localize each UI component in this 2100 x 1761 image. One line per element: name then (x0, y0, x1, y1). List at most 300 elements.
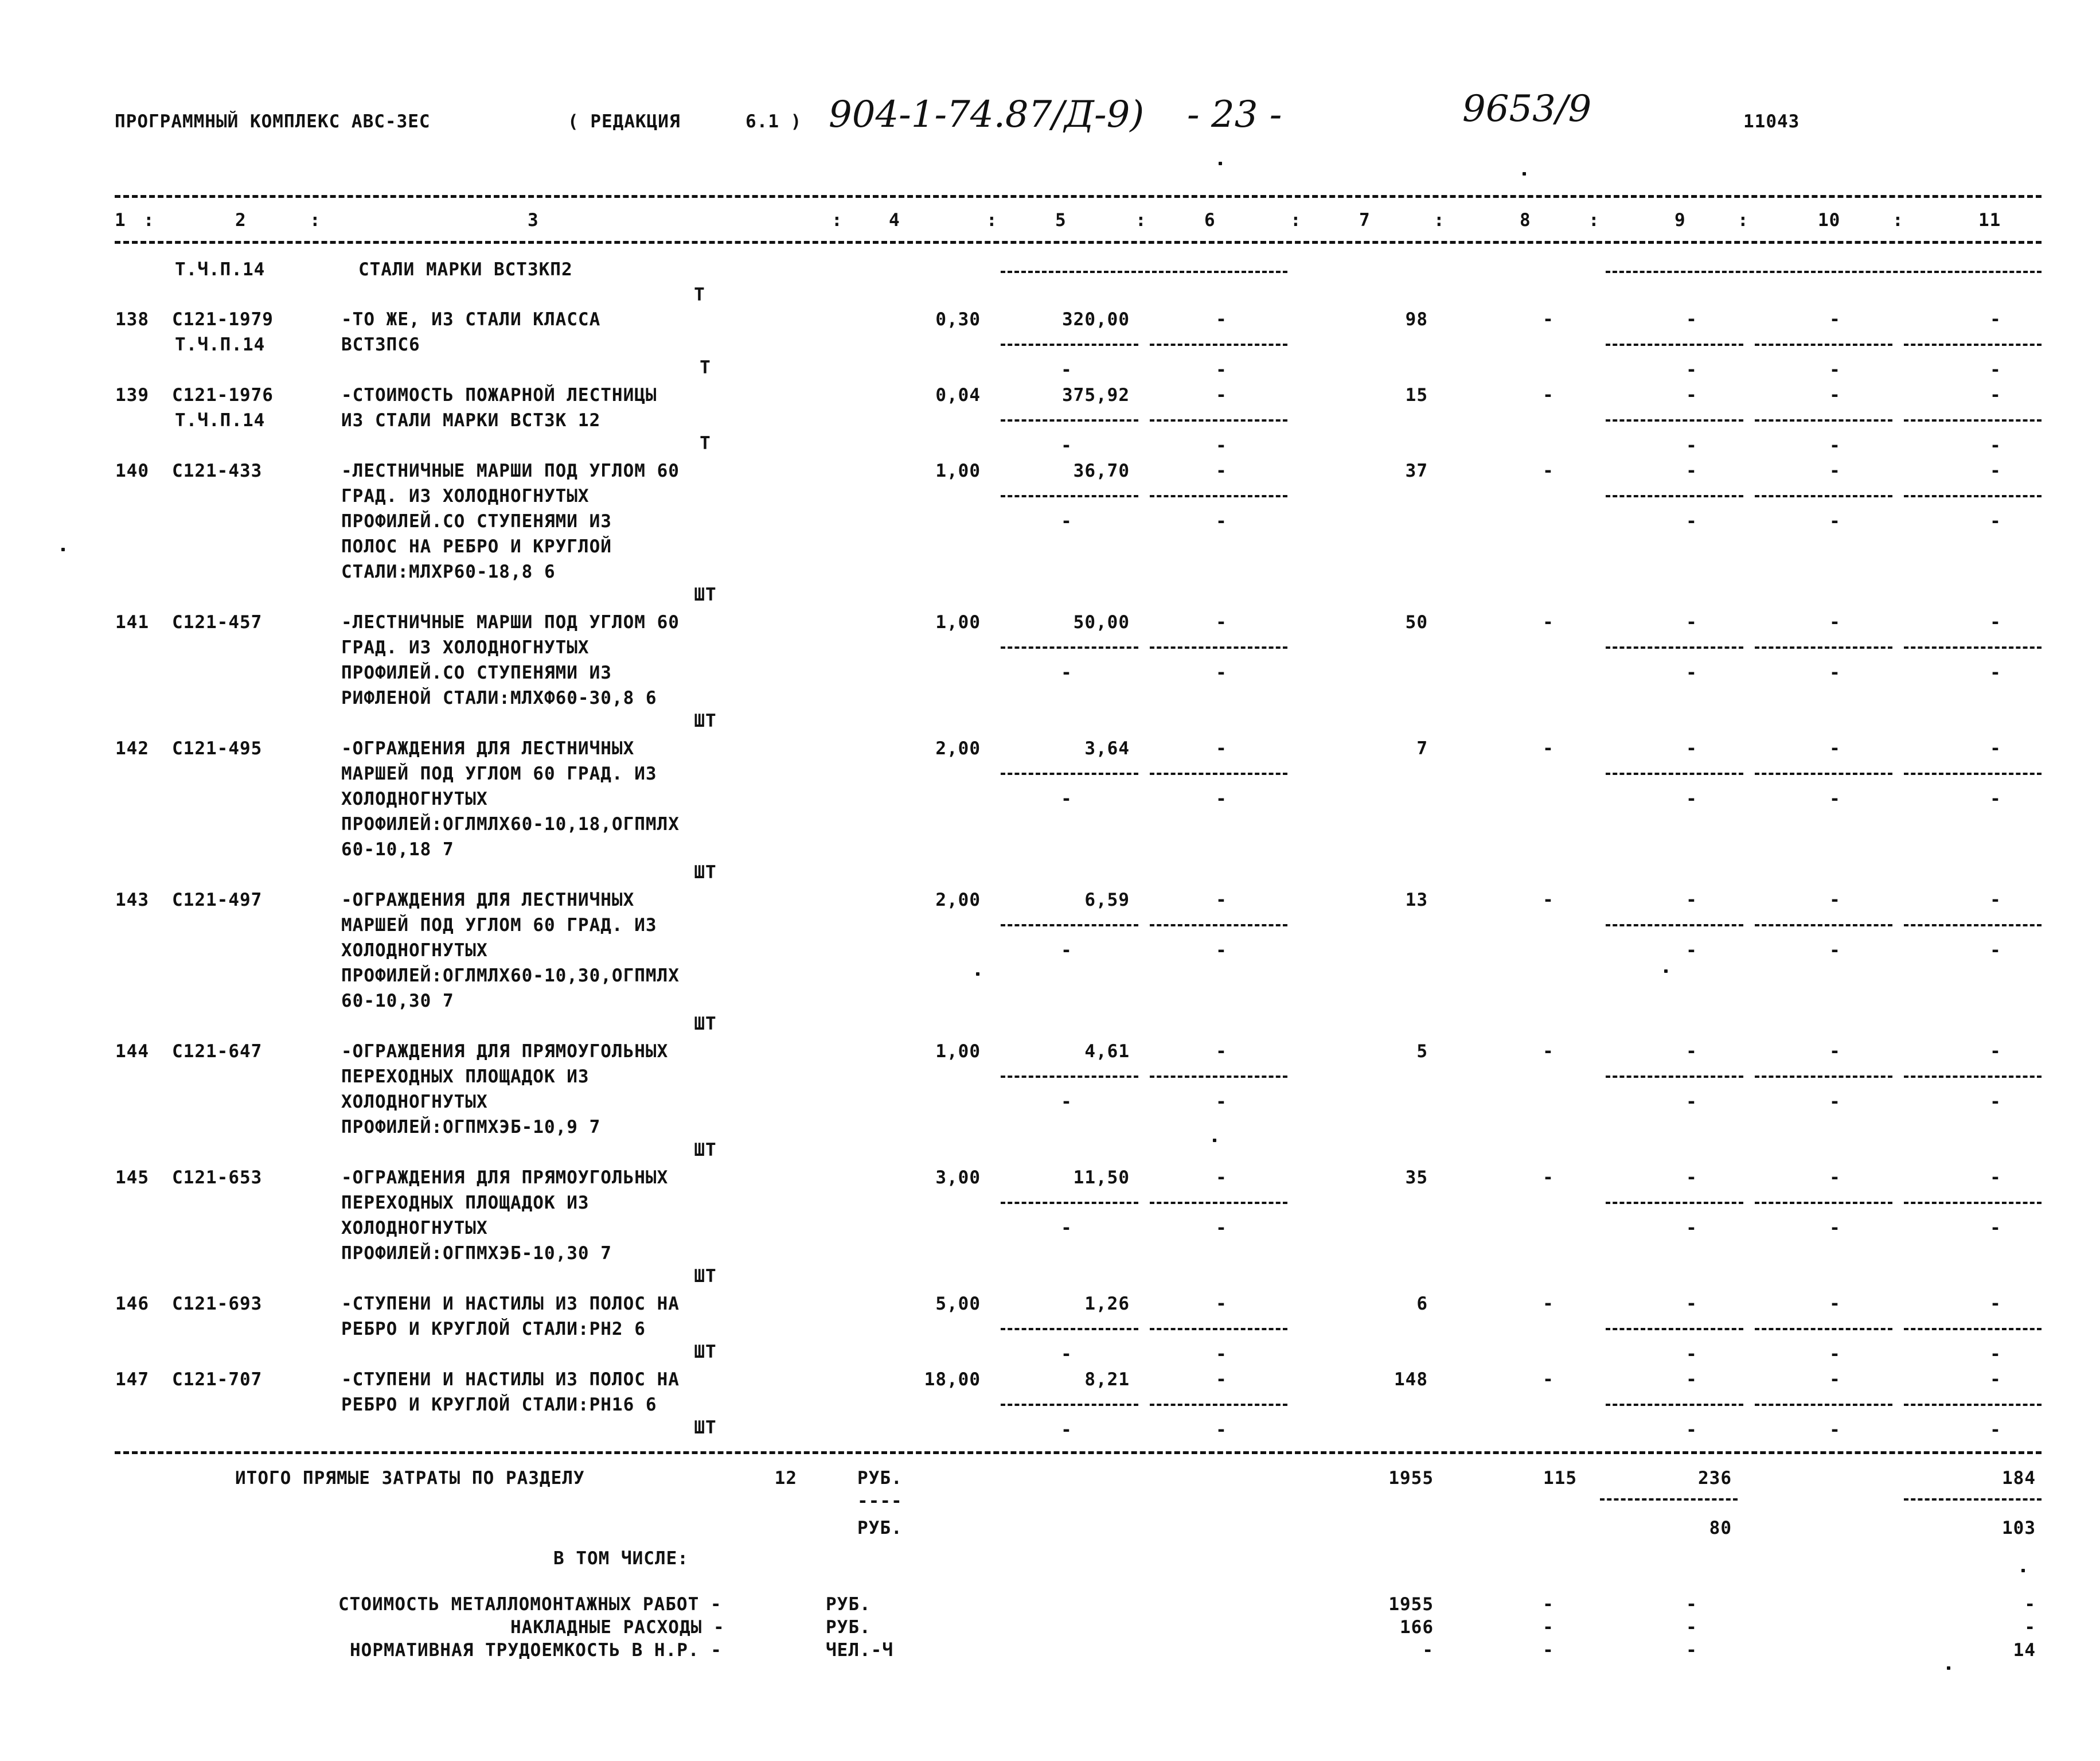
row-underline-col11 (1904, 419, 2042, 422)
row-unit: ШТ (694, 711, 717, 731)
column-header-8: 8 (1520, 210, 1531, 231)
row-underline-col6 (1150, 773, 1287, 775)
row-col11-lower-mark: - (1990, 1420, 2001, 1440)
edition-label: ( РЕДАКЦИЯ (568, 111, 681, 132)
column-header-7: 7 (1359, 210, 1371, 231)
row-underline-col6 (1150, 419, 1287, 422)
row-col9-lower-mark: - (1686, 789, 1697, 809)
row-code: С121-497 (172, 890, 263, 910)
row-underline-col5 (1001, 495, 1138, 497)
row-col10-mark: - (1829, 1041, 1841, 1062)
row-col6-mark: - (1216, 612, 1227, 633)
row-underline-col5 (1001, 419, 1138, 422)
carryover-reference: Т.Ч.П.14 (175, 259, 266, 280)
totals-col9-second: 80 (1709, 1518, 1732, 1538)
row-col8-mark: - (1543, 461, 1554, 481)
summary-col11: 14 (2013, 1640, 2036, 1661)
totals-unit: РУБ. (857, 1468, 903, 1489)
row-underline-col5 (1001, 646, 1138, 649)
row-col9-mark: - (1686, 612, 1697, 633)
summary-label: НОРМАТИВНАЯ ТРУДОЕМКОСТЬ В Н.Р. - (350, 1640, 722, 1661)
totals-col11-underline (1904, 1498, 2042, 1501)
column-header-3: 3 (528, 210, 539, 231)
column-header-9: 9 (1674, 210, 1686, 231)
summary-col8: - (1543, 1617, 1554, 1638)
column-separator: : (986, 210, 998, 231)
row-underline-col10 (1755, 646, 1892, 649)
row-col10-lower-mark: - (1829, 1218, 1841, 1238)
row-description-line: ПРОФИЛЕЙ:ОГПМХЭБ-10,30 7 (341, 1243, 612, 1264)
summary-col8: - (1543, 1594, 1554, 1615)
row-unit-price: 6,59 (1084, 890, 1130, 910)
totals-col9: 236 (1698, 1468, 1732, 1489)
carryover-underline (1001, 271, 1287, 273)
row-unit: ШТ (694, 1014, 717, 1034)
row-underline-col11 (1904, 773, 2042, 775)
row-description-line: -СТУПЕНИ И НАСТИЛЫ ИЗ ПОЛОС НА (341, 1294, 680, 1314)
row-description-line: РЕБРО И КРУГЛОЙ СТАЛИ:РН2 6 (341, 1319, 646, 1339)
row-description-line: МАРШЕЙ ПОД УГЛОМ 60 ГРАД. ИЗ (341, 763, 657, 784)
row-underline-col10 (1755, 419, 1892, 422)
table-header-rule (115, 241, 2042, 244)
scan-speck (1213, 1139, 1216, 1142)
row-col8-mark: - (1543, 890, 1554, 910)
row-underline-col5 (1001, 1328, 1138, 1330)
row-description-line: ХОЛОДНОГНУТЫХ (341, 789, 488, 809)
row-underline-col11 (1904, 1076, 2042, 1078)
row-underline-col5 (1001, 773, 1138, 775)
row-unit-price: 8,21 (1084, 1369, 1130, 1390)
row-col6-mark: - (1216, 1369, 1227, 1390)
summary-col7: 1955 (1388, 1594, 1434, 1615)
row-number: 144 (115, 1041, 149, 1062)
row-col6-mark: - (1216, 1294, 1227, 1314)
row-col5-lower-mark: - (1061, 1092, 1072, 1112)
column-header-2: 2 (235, 210, 247, 231)
row-col10-lower-mark: - (1829, 511, 1841, 532)
row-col10-mark: - (1829, 461, 1841, 481)
row-col11-lower-mark: - (1990, 1092, 2001, 1112)
row-col10-mark: - (1829, 309, 1841, 330)
row-underline-col11 (1904, 1404, 2042, 1406)
row-col9-lower-mark: - (1686, 1092, 1697, 1112)
row-col11-mark: - (1990, 385, 2001, 406)
row-col9-lower-mark: - (1686, 435, 1697, 456)
row-code: С121-495 (172, 738, 263, 759)
row-col6-lower-mark: - (1216, 435, 1227, 456)
row-underline-col6 (1150, 344, 1287, 346)
row-col11-lower-mark: - (1990, 1344, 2001, 1365)
row-unit-price: 3,64 (1084, 738, 1130, 759)
row-description-line: ПРОФИЛЕЙ.СО СТУПЕНЯМИ ИЗ (341, 511, 612, 532)
row-col8-mark: - (1543, 1369, 1554, 1390)
row-col11-mark: - (1990, 890, 2001, 910)
row-col6-lower-mark: - (1216, 1420, 1227, 1440)
row-col5-lower-mark: - (1061, 435, 1072, 456)
row-col11-lower-mark: - (1990, 663, 2001, 683)
summary-unit: РУБ. (826, 1617, 871, 1638)
row-total-col7: 13 (1405, 890, 1428, 910)
row-col10-lower-mark: - (1829, 940, 1841, 961)
summary-col7: - (1422, 1640, 1434, 1661)
row-number: 139 (115, 385, 149, 406)
row-total-col7: 98 (1405, 309, 1428, 330)
row-description-line: 60-10,18 7 (341, 839, 454, 860)
summary-label: СТОИМОСТЬ МЕТАЛЛОМОНТАЖНЫХ РАБОТ - (338, 1594, 722, 1615)
row-col11-lower-mark: - (1990, 940, 2001, 961)
row-underline-col10 (1755, 1328, 1892, 1330)
totals-unit-second: РУБ. (857, 1518, 903, 1538)
row-underline-col5 (1001, 1404, 1138, 1406)
row-col10-lower-mark: - (1829, 360, 1841, 380)
row-col11-lower-mark: - (1990, 511, 2001, 532)
summary-col11: - (2024, 1617, 2036, 1638)
column-separator: : (832, 210, 843, 231)
row-unit: Т (700, 433, 711, 454)
scan-speck (2021, 1569, 2025, 1572)
column-separator: : (1892, 210, 1904, 231)
row-col9-mark: - (1686, 461, 1697, 481)
row-code: С121-693 (172, 1294, 263, 1314)
row-unit: Т (700, 357, 711, 378)
summary-col7: 166 (1400, 1617, 1434, 1638)
summary-col9: - (1686, 1640, 1697, 1661)
totals-col11: 184 (2002, 1468, 2036, 1489)
summary-unit: ЧЕЛ.-Ч (826, 1640, 893, 1661)
row-col10-mark: - (1829, 1369, 1841, 1390)
row-col11-mark: - (1990, 1041, 2001, 1062)
row-underline-col11 (1904, 344, 2042, 346)
column-header-5: 5 (1055, 210, 1067, 231)
sheet-code: 11043 (1743, 111, 1800, 132)
row-total-col7: 35 (1405, 1167, 1428, 1188)
row-underline-col6 (1150, 1202, 1287, 1204)
row-col11-mark: - (1990, 309, 2001, 330)
row-total-col7: 148 (1394, 1369, 1428, 1390)
row-col5-lower-mark: - (1061, 1420, 1072, 1440)
row-col6-lower-mark: - (1216, 1218, 1227, 1238)
row-description-line: -СТУПЕНИ И НАСТИЛЫ ИЗ ПОЛОС НА (341, 1369, 680, 1390)
program-name: ПРОГРАММНЫЙ КОМПЛЕКС АВС-3ЕС (115, 111, 431, 132)
row-unit-price: 1,26 (1084, 1294, 1130, 1314)
totals-label: ИТОГО ПРЯМЫЕ ЗАТРАТЫ ПО РАЗДЕЛУ (235, 1468, 585, 1489)
project-number: 904-1-74.87/Д-9) (829, 93, 1145, 136)
row-underline-col11 (1904, 646, 2042, 649)
row-unit-price: 320,00 (1062, 309, 1130, 330)
column-separator: : (1588, 210, 1600, 231)
row-col10-lower-mark: - (1829, 1420, 1841, 1440)
totals-col11-second: 103 (2002, 1518, 2036, 1538)
totals-col7: 1955 (1388, 1468, 1434, 1489)
row-underline-col5 (1001, 344, 1138, 346)
row-code: С121-433 (172, 461, 263, 481)
page-number: - 23 - (1187, 93, 1282, 136)
row-description-line: ХОЛОДНОГНУТЫХ (341, 940, 488, 961)
row-underline-col10 (1755, 495, 1892, 497)
row-col6-mark: - (1216, 1041, 1227, 1062)
row-col9-mark: - (1686, 1369, 1697, 1390)
row-number: 138 (115, 309, 149, 330)
row-col6-mark: - (1216, 385, 1227, 406)
column-header-4: 4 (889, 210, 900, 231)
row-col10-lower-mark: - (1829, 1344, 1841, 1365)
summary-unit: РУБ. (826, 1594, 871, 1615)
edition-number: 6.1 ) (745, 111, 802, 132)
row-col11-mark: - (1990, 461, 2001, 481)
row-underline-col6 (1150, 495, 1287, 497)
row-quantity: 1,00 (935, 1041, 981, 1062)
row-description-line: -ОГРАЖДЕНИЯ ДЛЯ ЛЕСТНИЧНЫХ (341, 738, 635, 759)
row-col6-lower-mark: - (1216, 789, 1227, 809)
row-description-line: ПРОФИЛЕЙ:ОГЛМЛХ60-10,30,ОГПМЛХ (341, 965, 680, 986)
row-description-line: СТАЛИ:МЛХР60-18,8 6 (341, 562, 556, 582)
row-col8-mark: - (1543, 1294, 1554, 1314)
column-header-1: 1 (115, 210, 126, 231)
column-separator: : (1135, 210, 1147, 231)
row-code: С121-457 (172, 612, 263, 633)
row-underline-col10 (1755, 1404, 1892, 1406)
row-col6-mark: - (1216, 1167, 1227, 1188)
row-col9-mark: - (1686, 1041, 1697, 1062)
including-label: В ТОМ ЧИСЛЕ: (553, 1548, 689, 1569)
row-description-line: ПЕРЕХОДНЫХ ПЛОЩАДОК ИЗ (341, 1193, 590, 1213)
row-col5-lower-mark: - (1061, 511, 1072, 532)
row-unit: ШТ (694, 1417, 717, 1438)
row-description-line: РЕБРО И КРУГЛОЙ СТАЛИ:РН16 6 (341, 1394, 657, 1415)
scan-speck (1664, 969, 1668, 973)
row-col6-lower-mark: - (1216, 511, 1227, 532)
row-quantity: 1,00 (935, 612, 981, 633)
row-col10-lower-mark: - (1829, 435, 1841, 456)
row-underline-col9 (1606, 1202, 1743, 1204)
row-description-line: РИФЛЕНОЙ СТАЛИ:МЛХФ60-30,8 6 (341, 688, 657, 708)
row-underline-col9 (1606, 773, 1743, 775)
row-total-col7: 5 (1416, 1041, 1428, 1062)
row-underline-col9 (1606, 1404, 1743, 1406)
row-underline-col9 (1606, 924, 1743, 926)
row-col11-mark: - (1990, 1294, 2001, 1314)
totals-section-number: 12 (774, 1468, 797, 1489)
row-col11-lower-mark: - (1990, 435, 2001, 456)
row-total-col7: 7 (1416, 738, 1428, 759)
row-total-col7: 37 (1405, 461, 1428, 481)
row-unit: ШТ (694, 862, 717, 883)
summary-col9: - (1686, 1594, 1697, 1615)
row-col9-lower-mark: - (1686, 663, 1697, 683)
row-underline-col11 (1904, 1202, 2042, 1204)
row-quantity: 1,00 (935, 461, 981, 481)
document-number: 9653/9 (1462, 88, 1592, 130)
row-quantity: 0,04 (935, 385, 981, 406)
row-quantity: 5,00 (935, 1294, 981, 1314)
row-underline-col6 (1150, 1404, 1287, 1406)
row-unit-price: 4,61 (1084, 1041, 1130, 1062)
row-col8-mark: - (1543, 385, 1554, 406)
row-number: 145 (115, 1167, 149, 1188)
row-col11-lower-mark: - (1990, 789, 2001, 809)
row-underline-col10 (1755, 1202, 1892, 1204)
column-separator: : (1290, 210, 1302, 231)
row-description-line: ВСТ3ПС6 (341, 334, 420, 355)
row-description-line: ПОЛОС НА РЕБРО И КРУГЛОЙ (341, 536, 612, 557)
row-underline-col6 (1150, 1076, 1287, 1078)
row-underline-col11 (1904, 924, 2042, 926)
row-col11-mark: - (1990, 1167, 2001, 1188)
row-code: С121-1979 (172, 309, 274, 330)
row-description-line: 60-10,30 7 (341, 991, 454, 1011)
row-col6-lower-mark: - (1216, 663, 1227, 683)
row-col5-lower-mark: - (1061, 1344, 1072, 1365)
row-description-line: -ОГРАЖДЕНИЯ ДЛЯ ПРЯМОУГОЛЬНЫХ (341, 1167, 669, 1188)
row-unit: ШТ (694, 1266, 717, 1287)
row-col6-mark: - (1216, 890, 1227, 910)
column-separator: : (1434, 210, 1445, 231)
row-col9-mark: - (1686, 309, 1697, 330)
row-col5-lower-mark: - (1061, 360, 1072, 380)
summary-col8: - (1543, 1640, 1554, 1661)
row-code: С121-707 (172, 1369, 263, 1390)
row-quantity: 2,00 (935, 738, 981, 759)
row-col8-mark: - (1543, 309, 1554, 330)
row-col10-lower-mark: - (1829, 789, 1841, 809)
row-description-line: ХОЛОДНОГНУТЫХ (341, 1092, 488, 1112)
row-unit: ШТ (694, 1140, 717, 1160)
row-code: С121-1976 (172, 385, 274, 406)
scan-speck (1523, 172, 1526, 176)
row-description-line: ИЗ СТАЛИ МАРКИ ВСТ3К 12 (341, 410, 601, 431)
row-col6-lower-mark: - (1216, 1092, 1227, 1112)
row-col6-lower-mark: - (1216, 1344, 1227, 1365)
row-unit: ШТ (694, 585, 717, 605)
row-code: С121-653 (172, 1167, 263, 1188)
row-col8-mark: - (1543, 612, 1554, 633)
row-col5-lower-mark: - (1061, 940, 1072, 961)
row-col6-mark: - (1216, 738, 1227, 759)
row-description-line: -ОГРАЖДЕНИЯ ДЛЯ ПРЯМОУГОЛЬНЫХ (341, 1041, 669, 1062)
row-underline-col6 (1150, 924, 1287, 926)
row-col11-lower-mark: - (1990, 1218, 2001, 1238)
row-col10-mark: - (1829, 612, 1841, 633)
row-quantity: 2,00 (935, 890, 981, 910)
row-quantity: 18,00 (924, 1369, 981, 1390)
row-description-line: -ЛЕСТНИЧНЫЕ МАРШИ ПОД УГЛОМ 60 (341, 612, 680, 633)
row-col9-lower-mark: - (1686, 940, 1697, 961)
column-separator: : (143, 210, 155, 231)
summary-col11: - (2024, 1594, 2036, 1615)
row-underline-col10 (1755, 924, 1892, 926)
totals-col9-underline (1600, 1498, 1738, 1501)
row-col9-mark: - (1686, 1167, 1697, 1188)
row-col10-mark: - (1829, 1294, 1841, 1314)
row-col8-mark: - (1543, 1167, 1554, 1188)
totals-rule (115, 1451, 2042, 1454)
column-header-10: 10 (1818, 210, 1841, 231)
row-col9-lower-mark: - (1686, 1344, 1697, 1365)
row-underline-col10 (1755, 773, 1892, 775)
row-underline-col10 (1755, 344, 1892, 346)
row-description-line: ПРОФИЛЕЙ.СО СТУПЕНЯМИ ИЗ (341, 663, 612, 683)
row-col9-mark: - (1686, 1294, 1697, 1314)
row-underline-col9 (1606, 646, 1743, 649)
row-col11-lower-mark: - (1990, 360, 2001, 380)
row-col5-lower-mark: - (1061, 789, 1072, 809)
carryover-underline-right (1606, 271, 2042, 273)
row-description-line: МАРШЕЙ ПОД УГЛОМ 60 ГРАД. ИЗ (341, 915, 657, 936)
row-underline-col11 (1904, 495, 2042, 497)
scan-speck (1219, 162, 1222, 165)
row-description-line: -СТОИМОСТЬ ПОЖАРНОЙ ЛЕСТНИЦЫ (341, 385, 657, 406)
row-col6-mark: - (1216, 461, 1227, 481)
row-code: С121-647 (172, 1041, 263, 1062)
row-col10-mark: - (1829, 738, 1841, 759)
row-unit: ШТ (694, 1342, 717, 1362)
row-col9-lower-mark: - (1686, 1420, 1697, 1440)
row-description-line: -ЛЕСТНИЧНЫЕ МАРШИ ПОД УГЛОМ 60 (341, 461, 680, 481)
totals-col8: 115 (1543, 1468, 1577, 1489)
row-description-line: ГРАД. ИЗ ХОЛОДНОГНУТЫХ (341, 637, 590, 658)
row-col10-mark: - (1829, 890, 1841, 910)
row-reference: Т.Ч.П.14 (175, 334, 266, 355)
row-col6-lower-mark: - (1216, 940, 1227, 961)
row-underline-col6 (1150, 646, 1287, 649)
row-col5-lower-mark: - (1061, 1218, 1072, 1238)
row-underline-col9 (1606, 419, 1743, 422)
row-col10-mark: - (1829, 1167, 1841, 1188)
row-col9-mark: - (1686, 738, 1697, 759)
row-col6-mark: - (1216, 309, 1227, 330)
row-description-line: -ТО ЖЕ, ИЗ СТАЛИ КЛАССА (341, 309, 601, 330)
scan-speck (61, 548, 65, 551)
row-description-line: ПРОФИЛЕЙ:ОГЛМЛХ60-10,18,ОГПМЛХ (341, 814, 680, 835)
row-col5-lower-mark: - (1061, 663, 1072, 683)
scan-speck (976, 972, 979, 976)
row-description-line: ПЕРЕХОДНЫХ ПЛОЩАДОК ИЗ (341, 1066, 590, 1087)
row-underline-col10 (1755, 1076, 1892, 1078)
row-description-line: ХОЛОДНОГНУТЫХ (341, 1218, 488, 1238)
row-col9-lower-mark: - (1686, 1218, 1697, 1238)
row-col9-mark: - (1686, 890, 1697, 910)
carryover-description: СТАЛИ МАРКИ ВСТ3КП2 (358, 259, 573, 280)
scan-speck (1947, 1666, 1950, 1670)
row-underline-col5 (1001, 1076, 1138, 1078)
row-total-col7: 50 (1405, 612, 1428, 633)
summary-col9: - (1686, 1617, 1697, 1638)
row-col9-lower-mark: - (1686, 360, 1697, 380)
row-underline-col5 (1001, 1202, 1138, 1204)
row-unit-price: 50,00 (1073, 612, 1130, 633)
row-col9-mark: - (1686, 385, 1697, 406)
row-number: 140 (115, 461, 149, 481)
row-underline-col9 (1606, 495, 1743, 497)
row-col9-lower-mark: - (1686, 511, 1697, 532)
row-description-line: -ОГРАЖДЕНИЯ ДЛЯ ЛЕСТНИЧНЫХ (341, 890, 635, 910)
row-description-line: ГРАД. ИЗ ХОЛОДНОГНУТЫХ (341, 486, 590, 507)
row-reference: Т.Ч.П.14 (175, 410, 266, 431)
row-unit-price: 36,70 (1073, 461, 1130, 481)
row-underline-col9 (1606, 1076, 1743, 1078)
row-unit-price: 11,50 (1073, 1167, 1130, 1188)
row-underline-col6 (1150, 1328, 1287, 1330)
row-underline-col9 (1606, 1328, 1743, 1330)
row-quantity: 0,30 (935, 309, 981, 330)
row-number: 147 (115, 1369, 149, 1390)
row-col11-mark: - (1990, 1369, 2001, 1390)
totals-unit-separator: ---- (857, 1491, 903, 1511)
row-number: 143 (115, 890, 149, 910)
column-separator: : (310, 210, 321, 231)
row-col10-lower-mark: - (1829, 1092, 1841, 1112)
row-col10-mark: - (1829, 385, 1841, 406)
